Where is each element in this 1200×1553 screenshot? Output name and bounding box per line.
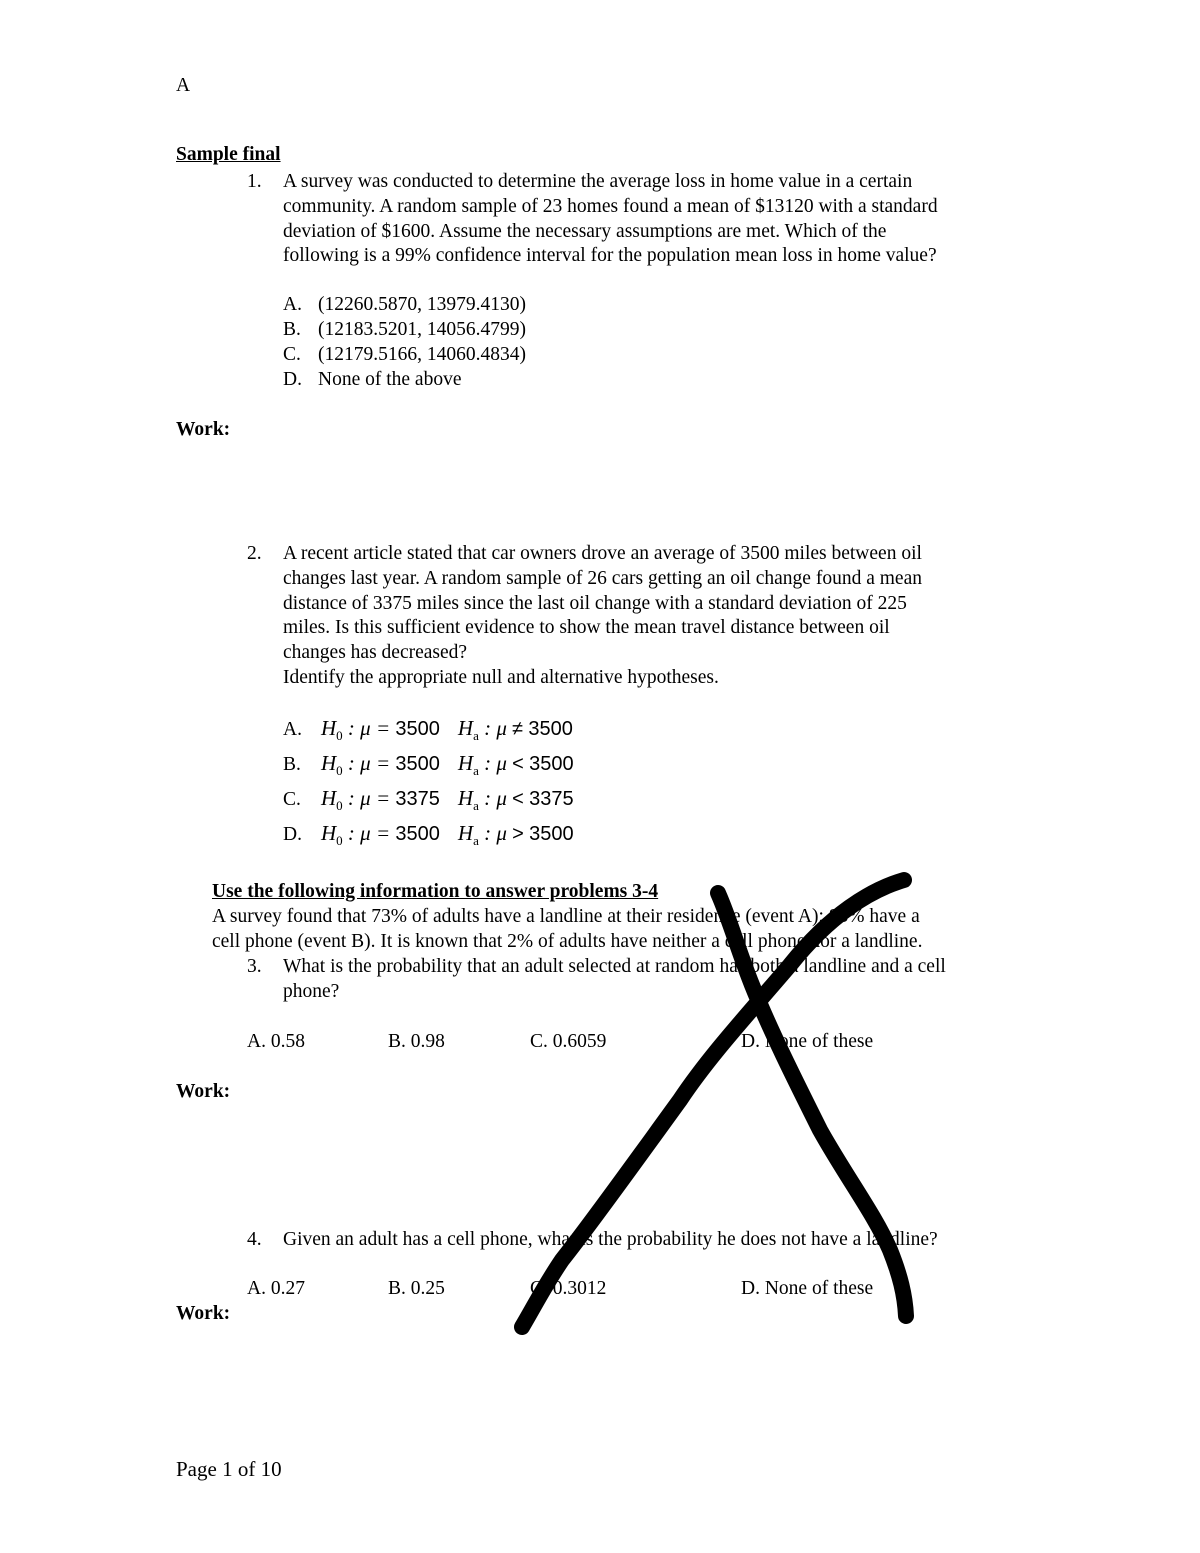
q1-option-d-letter: D.: [283, 369, 302, 390]
info-line: A survey found that 73% of adults have a landline at their residence (event A); 83% have a: [212, 906, 920, 927]
q3-text: [283, 955, 946, 1005]
work-label: Work:: [176, 419, 231, 440]
q3-option-a: A. 0.58: [247, 1031, 305, 1052]
q3-number: 3.: [247, 956, 262, 977]
q1-option-a-letter: A.: [283, 294, 302, 315]
q4-option-c: C. 0.3012: [530, 1278, 607, 1299]
q1-text: [283, 170, 938, 269]
q1-option-d: None of the above: [318, 369, 462, 390]
q2-line: distance of 3375 miles since the last oil change with a standard deviation of 225: [283, 592, 907, 614]
q4-text: Given an adult has a cell phone, what is the probability he does not have a landline?: [283, 1229, 938, 1250]
q1-option-b-letter: B.: [283, 319, 301, 340]
q1-number: 1.: [247, 171, 262, 192]
info-line: cell phone (event B). It is known that 2% of adults have neither a cell phone nor a landline.: [212, 930, 923, 952]
q4-option-b: B. 0.25: [388, 1278, 445, 1299]
q4-option-d: D. None of these: [741, 1278, 874, 1299]
q1-line: community. A random sample of 23 homes found a mean of $13120 with a standard: [283, 195, 938, 217]
q3-option-b: B. 0.98: [388, 1031, 445, 1052]
q1-line: A survey was conducted to determine the average loss in home value in a certain: [283, 171, 913, 192]
q1-option-c-letter: C.: [283, 344, 301, 365]
q4-option-a: A. 0.27: [247, 1278, 305, 1299]
q2-line: changes has decreased?: [283, 642, 468, 664]
work-label: Work:: [176, 1303, 231, 1324]
q2-option-c: C. $H_0$ : μ = 3375 $H_a$ : μ < 3375: [283, 786, 574, 814]
info-heading: Use the following information to answer problems 3-4: [212, 881, 659, 902]
q2-text: [283, 542, 922, 691]
q1-line: following is a 99% confidence interval for the population mean loss in home value?: [283, 245, 937, 267]
q2-line: Identify the appropriate null and alternative hypotheses.: [283, 666, 719, 688]
q2-line: changes last year. A random sample of 26 cars getting an oil change found a mean: [283, 567, 922, 589]
work-label: Work:: [176, 1081, 231, 1102]
info-text: [212, 905, 922, 955]
q2-number: 2.: [247, 543, 262, 564]
q2-option-a: A. $H_0$ : μ = 3500 $H_a$ : μ ≠ 3500: [283, 716, 573, 744]
q3-line: phone?: [283, 980, 340, 1002]
q3-option-c: C. 0.6059: [530, 1031, 607, 1052]
q1-option-c: (12179.5166, 14060.4834): [318, 344, 526, 365]
q4-number: 4.: [247, 1229, 262, 1250]
q2-option-b: B. $H_0$ : μ = 3500 $H_a$ : μ < 3500: [283, 751, 574, 779]
version-letter: A: [176, 75, 191, 96]
q2-line: miles. Is this sufficient evidence to show the mean travel distance between oil: [283, 617, 890, 639]
q2-option-d: D. $H_0$ : μ = 3500 $H_a$ : μ > 3500: [283, 821, 574, 849]
q1-line: deviation of $1600. Assume the necessary assumptions are met. Which of the: [283, 220, 887, 242]
q1-option-a: (12260.5870, 13979.4130): [318, 294, 526, 315]
q3-line: What is the probability that an adult selected at random has both a landline and a cell: [283, 956, 946, 977]
page-footer: Page 1 of 10: [176, 1457, 282, 1481]
q3-option-d: D. None of these: [741, 1031, 874, 1052]
q2-line: A recent article stated that car owners drove an average of 3500 miles between oil: [283, 543, 922, 564]
q1-option-b: (12183.5201, 14056.4799): [318, 319, 526, 340]
page-title: Sample final: [176, 144, 281, 165]
